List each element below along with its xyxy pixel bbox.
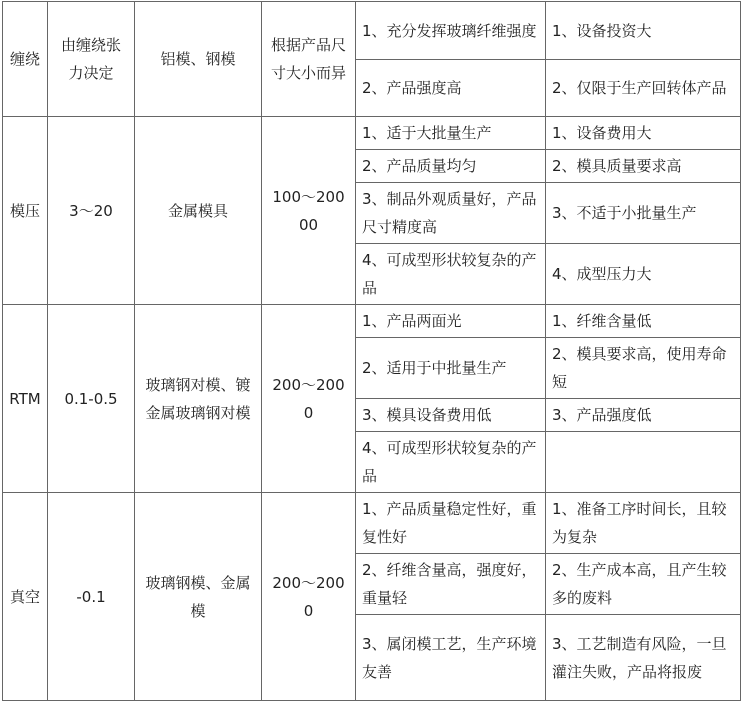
process-comparison-table <box>2 1 741 701</box>
advantage-cell: 4、可成型形状较复杂的产品 <box>356 244 546 305</box>
table-row <box>3 2 741 60</box>
size-cell: 100～20000 <box>262 117 356 305</box>
disadvantage-cell: 1、准备工序时间长，且较为复杂 <box>546 493 741 554</box>
advantage-cell: 3、模具设备费用低 <box>356 399 546 432</box>
disadvantage-cell: 1、设备投资大 <box>546 2 741 60</box>
pressure-cell: 3～20 <box>48 117 135 305</box>
disadvantage-cell: 2、仅限于生产回转体产品 <box>546 60 741 117</box>
advantage-cell: 2、产品强度高 <box>356 60 546 117</box>
advantage-cell: 3、制品外观质量好，产品尺寸精度高 <box>356 183 546 244</box>
table-row <box>3 493 741 554</box>
disadvantage-cell: 2、模具要求高，使用寿命短 <box>546 338 741 399</box>
disadvantage-cell: 1、纤维含量低 <box>546 305 741 338</box>
disadvantage-cell <box>546 432 741 493</box>
advantage-cell: 2、纤维含量高，强度好，重量轻 <box>356 554 546 615</box>
advantage-cell: 1、产品两面光 <box>356 305 546 338</box>
advantage-cell: 1、适于大批量生产 <box>356 117 546 150</box>
mold-cell: 金属模具 <box>135 117 262 305</box>
mold-cell: 玻璃钢对模、镀金属玻璃钢对模 <box>135 305 262 493</box>
advantage-cell: 2、适用于中批量生产 <box>356 338 546 399</box>
size-cell: 200～2000 <box>262 493 356 701</box>
disadvantage-cell: 2、生产成本高，且产生较多的废料 <box>546 554 741 615</box>
advantage-cell: 3、属闭模工艺，生产环境友善 <box>356 615 546 701</box>
advantage-cell: 2、产品质量均匀 <box>356 150 546 183</box>
pressure-cell: 由缠绕张力决定 <box>48 2 135 117</box>
advantage-cell: 4、可成型形状较复杂的产品 <box>356 432 546 493</box>
mold-cell: 铝模、钢模 <box>135 2 262 117</box>
pressure-cell: 0.1-0.5 <box>48 305 135 493</box>
size-cell: 根据产品尺寸大小而异 <box>262 2 356 117</box>
disadvantage-cell: 3、产品强度低 <box>546 399 741 432</box>
pressure-cell: -0.1 <box>48 493 135 701</box>
disadvantage-cell: 3、工艺制造有风险，一旦灌注失败，产品将报废 <box>546 615 741 701</box>
method-cell: 模压 <box>3 117 48 305</box>
mold-cell: 玻璃钢模、金属模 <box>135 493 262 701</box>
disadvantage-cell: 3、不适于小批量生产 <box>546 183 741 244</box>
advantage-cell: 1、产品质量稳定性好，重复性好 <box>356 493 546 554</box>
advantage-cell: 1、充分发挥玻璃纤维强度 <box>356 2 546 60</box>
method-cell: RTM <box>3 305 48 493</box>
disadvantage-cell: 2、模具质量要求高 <box>546 150 741 183</box>
size-cell: 200～2000 <box>262 305 356 493</box>
method-cell: 真空 <box>3 493 48 701</box>
table-row <box>3 117 741 150</box>
disadvantage-cell: 1、设备费用大 <box>546 117 741 150</box>
table-row <box>3 305 741 338</box>
method-cell: 缠绕 <box>3 2 48 117</box>
disadvantage-cell: 4、成型压力大 <box>546 244 741 305</box>
